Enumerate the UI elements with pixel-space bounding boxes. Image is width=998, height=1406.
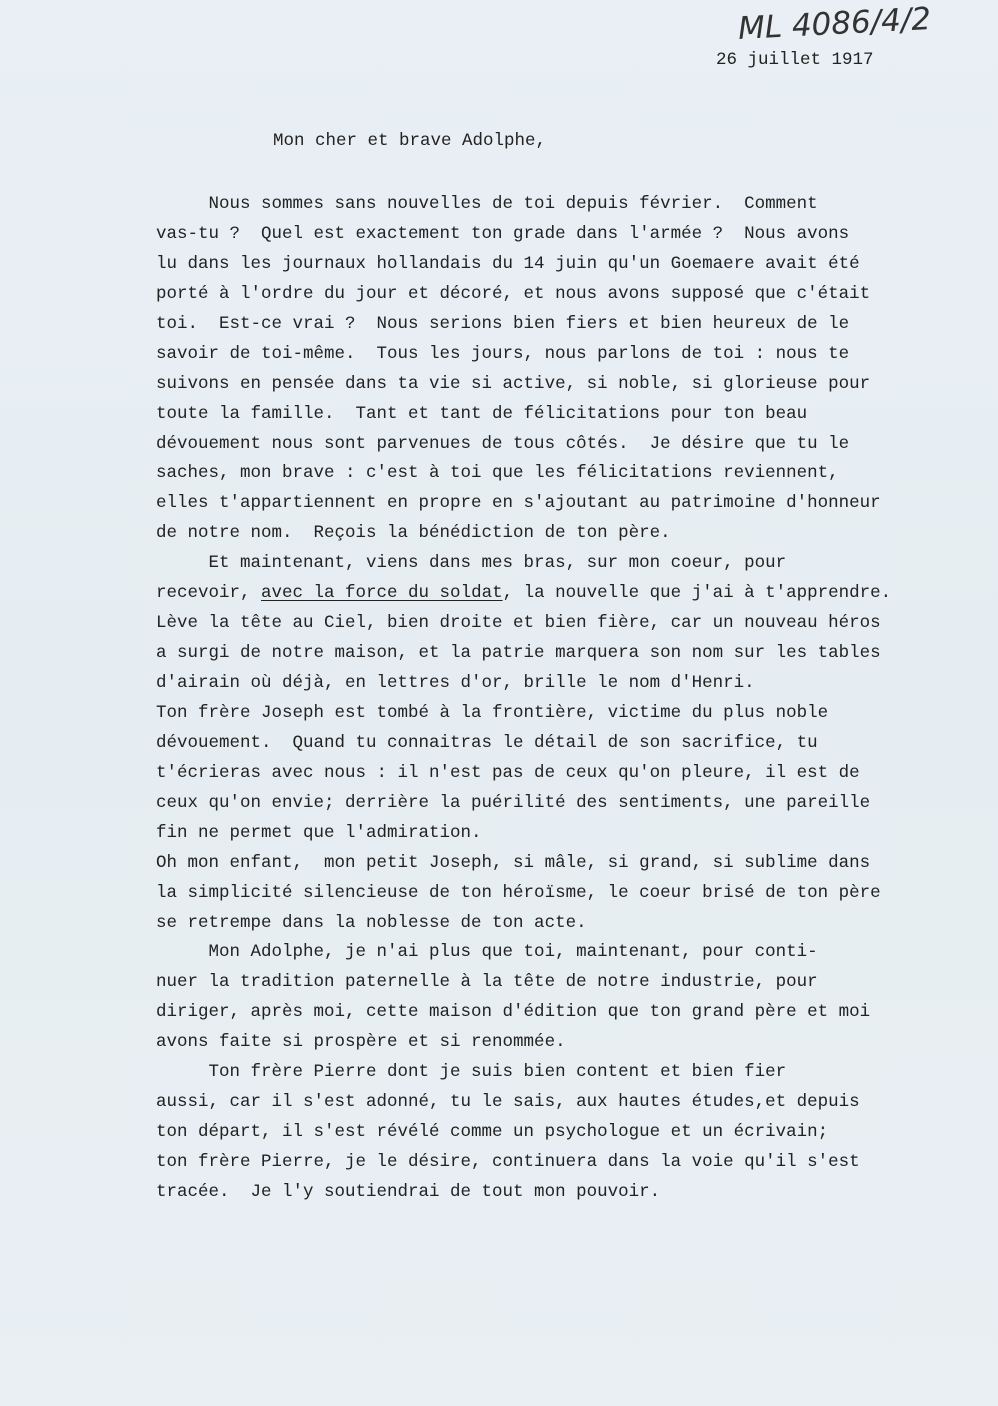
body-line: porté à l'ordre du jour et décoré, et nous avons supposé que c'était	[156, 283, 871, 304]
letter-body	[156, 190, 996, 1208]
body-line: toi. Est-ce vrai ? Nous serions bien fiers et bien heureux de le	[156, 313, 850, 334]
body-line: Lève la tête au Ciel, bien droite et bien fière, car un nouveau héros	[156, 613, 881, 634]
body-line: ton départ, il s'est révélé comme un psychologue et un écrivain;	[156, 1122, 829, 1143]
body-line: Mon Adolphe, je n'ai plus que toi, maintenant, pour conti-	[156, 942, 818, 963]
body-line: se retrempe dans la noblesse de ton acte.	[156, 912, 587, 933]
body-line: lu dans les journaux hollandais du 14 juin qu'un Goemaere avait été	[156, 253, 860, 274]
body-line: dévouement nous sont parvenues de tous côtés. Je désire que tu le	[156, 433, 850, 454]
body-line: savoir de toi-même. Tous les jours, nous parlons de toi : nous te	[156, 343, 850, 364]
underlined-phrase: avec la force du soldat	[261, 583, 503, 604]
body-line: Ton frère Joseph est tombé à la frontière, victime du plus noble	[156, 702, 829, 723]
body-line: t'écrieras avec nous : il n'est pas de ceux qu'on pleure, il est de	[156, 762, 860, 783]
body-line: toute la famille. Tant et tant de félicitations pour ton beau	[156, 403, 808, 424]
body-line: de notre nom. Reçois la bénédiction de ton père.	[156, 523, 671, 544]
salutation: Mon cher et brave Adolphe,	[273, 131, 547, 151]
body-line: tracée. Je l'y soutiendrai de tout mon pouvoir.	[156, 1181, 661, 1202]
body-line: a surgi de notre maison, et la patrie marquera son nom sur les tables	[156, 643, 881, 664]
body-line: Ton frère Pierre dont je suis bien content et bien fier	[156, 1062, 787, 1083]
body-line: elles t'appartiennent en propre en s'ajoutant au patrimoine d'honneur	[156, 493, 881, 514]
body-line: d'airain où déjà, en lettres d'or, brille le nom d'Henri.	[156, 673, 755, 693]
body-line: nuer la tradition paternelle à la tête de notre industrie, pour	[156, 972, 818, 993]
body-line: diriger, après moi, cette maison d'édition que ton grand père et moi	[156, 1002, 871, 1023]
body-line: Oh mon enfant, mon petit Joseph, si mâle, si grand, si sublime dans	[156, 852, 871, 873]
body-line: saches, mon brave : c'est à toi que les félicitations reviennent,	[156, 463, 839, 484]
body-line-underlined	[156, 579, 996, 609]
archive-reference: ML 4086/4/2	[737, 0, 932, 48]
body-line: Et maintenant, viens dans mes bras, sur mon coeur, pour	[156, 553, 787, 574]
body-line: aussi, car il s'est adonné, tu le sais, aux hautes études,et depuis	[156, 1092, 860, 1113]
body-line: ton frère Pierre, je le désire, continuera dans la voie qu'il s'est	[156, 1152, 860, 1172]
letter-date: 26 juillet 1917	[716, 50, 874, 70]
body-line: fin ne permet que l'admiration.	[156, 822, 482, 843]
body-line: ceux qu'on envie; derrière la puérilité des sentiments, une pareille	[156, 792, 871, 813]
body-line: suivons en pensée dans ta vie si active, si noble, si glorieuse pour	[156, 373, 871, 394]
body-line: la simplicité silencieuse de ton héroïsme, le coeur brisé de ton père	[156, 882, 881, 903]
body-line: Nous sommes sans nouvelles de toi depuis février. Comment	[156, 194, 818, 214]
body-line: vas-tu ? Quel est exactement ton grade dans l'armée ? Nous avons	[156, 223, 850, 244]
body-line: avons faite si prospère et si renommée.	[156, 1032, 566, 1053]
line-segment: , la nouvelle que j'ai à t'apprendre.	[502, 583, 892, 604]
line-segment: recevoir,	[156, 583, 262, 604]
body-line: dévouement. Quand tu connaitras le détail de son sacrifice, tu	[156, 732, 818, 753]
